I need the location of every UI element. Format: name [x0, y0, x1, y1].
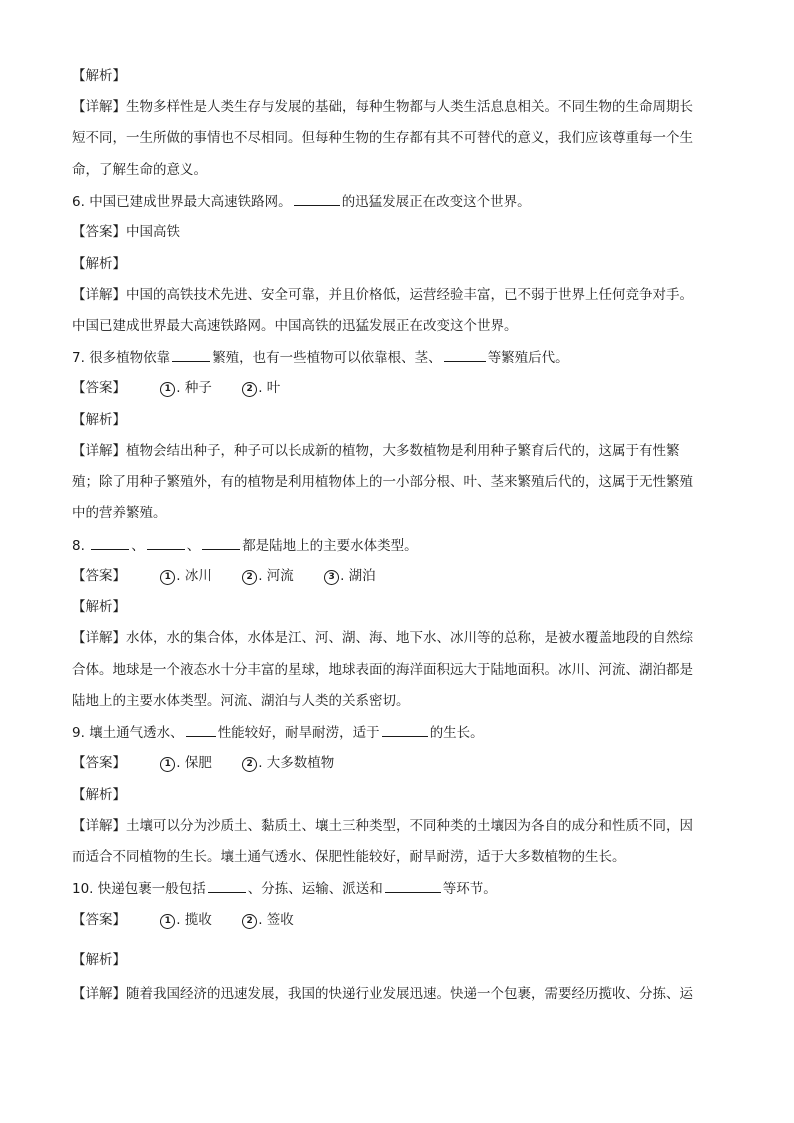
answer-line [72, 378, 722, 398]
answer-text: . 河流 [258, 568, 294, 584]
detail-line: 【详解】植物会结出种子，种子可以长成新的植物，大多数植物是利用种子繁育后代的，这属于有性繁 [72, 443, 680, 459]
circled-number: 2 [242, 757, 257, 772]
detail-line: 陆地上的主要水体类型。河流、湖泊与人类的关系密切。 [72, 693, 410, 709]
answer-label: 【答案】 [72, 912, 126, 928]
answer-text: . 保肥 [176, 755, 212, 771]
question-number: 10. [72, 881, 94, 897]
answer-blank [208, 878, 246, 893]
detail-line: 而适合不同植物的生长。壤土通气透水、保肥性能较好，耐旱耐涝，适于大多数植物的生长。 [72, 849, 626, 865]
detail-label: 【详解】 [72, 630, 126, 646]
question-9: 9. 壤土通气透水、 性能较好，耐旱耐涝，适于 的生长。 [72, 722, 722, 743]
answer-text: 中国高铁 [126, 224, 180, 240]
question-number: 7. [72, 350, 85, 366]
answer-label: 【答案】 [72, 380, 126, 396]
answer-line [72, 566, 722, 586]
detail-line: 中的营养繁殖。 [72, 505, 167, 521]
detail-label: 【详解】 [72, 443, 126, 459]
detail-line: 中国已建成世界最大高速铁路网。中国高铁的迅猛发展正在改变这个世界。 [72, 318, 518, 334]
answer-blank [186, 722, 216, 737]
analysis-label: 【解析】 [72, 68, 126, 84]
detail-line: 【详解】水体，水的集合体，水体是江、河、湖、海、地下水、冰川等的总称，是被水覆盖地段的自然综 [72, 630, 693, 646]
answer-blank [147, 535, 185, 550]
answer-blank [444, 347, 486, 362]
question-6: 6. 中国已建成世界最大高速铁路网。 的迅猛发展正在改变这个世界。 [72, 191, 722, 212]
answer-text: . 湖泊 [340, 568, 376, 584]
detail-line: 合体。地球是一个液态水十分丰富的星球，地球表面的海洋面积远大于陆地面积。冰川、河流、湖泊都是 [72, 662, 693, 678]
question-number: 8. [72, 538, 85, 554]
answer-blank [385, 878, 441, 893]
circled-number: 2 [242, 382, 257, 397]
circled-number: 3 [324, 570, 339, 585]
answer-text: . 叶 [258, 380, 281, 396]
circled-number: 1 [160, 570, 175, 585]
analysis-label: 【解析】 [72, 599, 126, 615]
answer-line [72, 910, 722, 930]
analysis-label: 【解析】 [72, 952, 126, 968]
question-number: 9. [72, 725, 85, 741]
answer-blank [91, 535, 129, 550]
answer-label: 【答案】 [72, 224, 126, 240]
circled-number: 1 [160, 757, 175, 772]
circled-number: 1 [160, 914, 175, 929]
question-7: 7. 很多植物依靠 繁殖，也有一些植物可以依靠根、茎、 等繁殖后代。 [72, 347, 722, 368]
question-number: 6. [72, 194, 85, 210]
answer-label: 【答案】 [72, 755, 126, 771]
answer-text: . 冰川 [176, 568, 212, 584]
answer-text: . 种子 [176, 380, 212, 396]
detail-label: 【详解】 [72, 818, 126, 834]
detail-label: 【详解】 [72, 986, 126, 1002]
answer-text: . 签收 [258, 912, 294, 928]
answer-text: . 揽收 [176, 912, 212, 928]
detail-label: 【详解】 [72, 287, 126, 303]
question-8: 8. 、 、 都是陆地上的主要水体类型。 [72, 535, 722, 556]
detail-label: 【详解】 [72, 99, 126, 115]
detail-line: 【详解】生物多样性是人类生存与发展的基础，每种生物都与人类生活息息相关。不同生物的生命周期长 [72, 99, 693, 115]
circled-number: 1 [160, 382, 175, 397]
circled-number: 2 [242, 914, 257, 929]
answer-label: 【答案】 [72, 568, 126, 584]
analysis-label: 【解析】 [72, 256, 126, 272]
detail-line: 殖；除了用种子繁殖外，有的植物是利用植物体上的一小部分根、叶、茎来繁殖后代的，这属于无性繁殖 [72, 474, 693, 490]
detail-line: 【详解】随着我国经济的迅速发展，我国的快递行业发展迅速。快递一个包裹，需要经历揽收、分拣、运 [72, 986, 693, 1002]
analysis-label: 【解析】 [72, 787, 126, 803]
answer-line [72, 753, 722, 773]
answer-blank [202, 535, 240, 550]
question-10: 10. 快递包裹一般包括 、分拣、运输、派送和 等环节。 [72, 878, 722, 899]
detail-line: 【详解】土壤可以分为沙质土、黏质土、壤土三种类型，不同种类的土壤因为各自的成分和性质不同，因 [72, 818, 693, 834]
answer-blank [294, 191, 340, 206]
answer-blank [382, 722, 428, 737]
answer-line [72, 222, 722, 242]
circled-number: 2 [242, 570, 257, 585]
detail-line: 【详解】中国的高铁技术先进、安全可靠，并且价格低，运营经验丰富，已不弱于世界上任何竞争对手。 [72, 287, 693, 303]
analysis-label: 【解析】 [72, 412, 126, 428]
answer-blank [172, 347, 210, 362]
detail-line: 短不同，一生所做的事情也不尽相同。但每种生物的生存都有其不可替代的意义，我们应该尊重每一个生 [72, 130, 693, 146]
detail-line: 命，了解生命的意义。 [72, 162, 207, 178]
answer-text: . 大多数植物 [258, 755, 335, 771]
